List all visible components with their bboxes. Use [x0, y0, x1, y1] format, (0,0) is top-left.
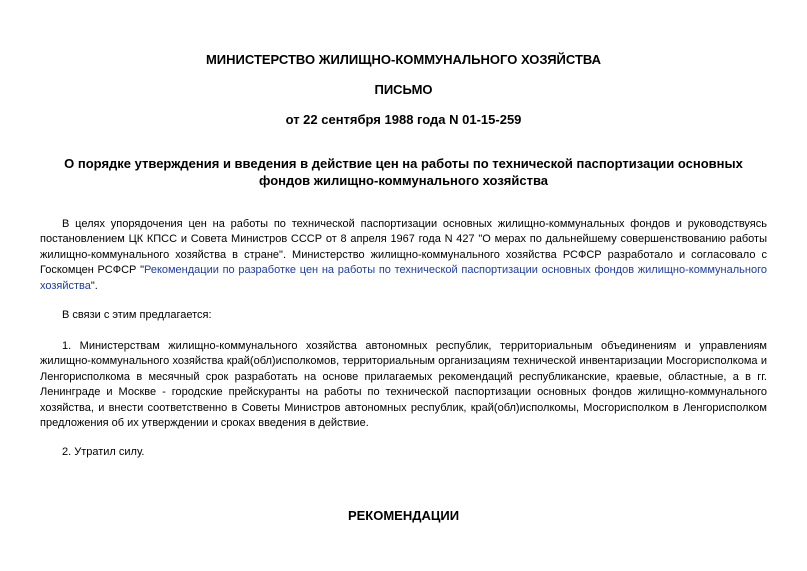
- paragraph-proposal: В связи с этим предлагается:: [62, 309, 212, 321]
- recommendations-heading: РЕКОМЕНДАЦИИ: [347, 508, 460, 523]
- paragraph-intro: [40, 217, 767, 294]
- document-type-heading: ПИСЬМО: [374, 82, 433, 97]
- date-number-heading: от 22 сентября 1988 года N 01-15-259: [285, 112, 522, 127]
- recommendations-link[interactable]: Рекомендации по разработке цен на работы по технической паспортизации основных фондов жилищно-коммунального хозяйства: [40, 264, 767, 292]
- paragraph-intro-text: В целях упорядочения цен на работы по технической паспортизации основных жилищно-коммунальных фондов и руководствуясь постановлением ЦК КПСС и Совета Министров СССР от 8 апреля 1967 года N 427 "О мерах по дальнейшему совершенствованию работы жилищно-коммунального хозяйства в стране". Министерство жилищно-коммунального хозяйства РСФСР разработало и согласовало с Госкомцен РСФСР ": [40, 218, 767, 277]
- paragraph-intro-end: ".: [90, 279, 98, 292]
- ministry-heading: МИНИСТЕРСТВО ЖИЛИЩНО-КОММУНАЛЬНОГО ХОЗЯЙСТВА: [205, 52, 602, 67]
- paragraph-item-1: 1. Министерствам жилищно-коммунального хозяйства автономных республик, территориальным объединениям и управлениям жилищно-коммунального хозяйства край(обл)исполкомов, территориальным организациям технической инвентаризации Мосгорисполкома и Ленгорисполкома в месячный срок разработать на основе прилагаемых рекомендаций республиканские, краевые, областные, а в гг. Ленинграде и Москве - городские прейскуранты на работы по технической паспортизации основных фондов жилищно-коммунального хозяйства, и внести соответственно в Советы Министров автономных республик, край(обл)исполкомы, Мосгорисполком в Ленгорисполком предложения об их утверждении и сроках введения в действие.: [40, 340, 767, 430]
- subject-heading: О порядке утверждения и введения в действие цен на работы по технической паспортизации основных фондов жилищно-коммунального хозяйства: [64, 156, 743, 188]
- paragraph-item-2: 2. Утратил силу.: [62, 446, 145, 458]
